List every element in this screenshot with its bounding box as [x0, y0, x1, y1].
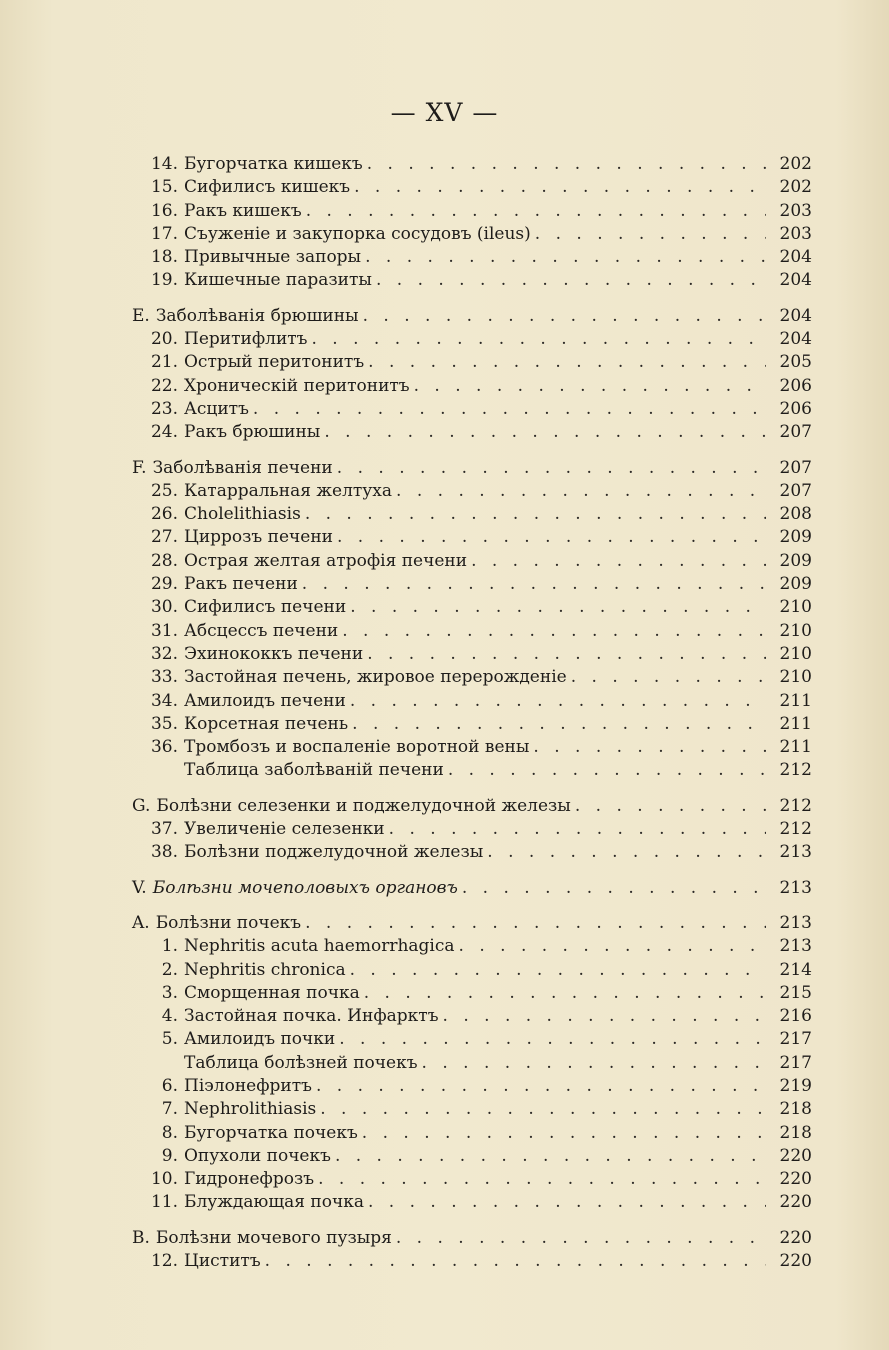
page-reference: 220: [779, 1169, 812, 1190]
entry-number: 8.: [161, 1122, 178, 1143]
toc-entry: [132, 620, 812, 643]
section-title: Заболѣванія брюшины: [155, 305, 359, 326]
page-reference: 218: [779, 1099, 812, 1120]
dot-leader: [342, 620, 766, 643]
toc-entry: [132, 503, 812, 526]
toc-entry: [132, 596, 812, 619]
dot-leader: [422, 1052, 766, 1075]
dot-leader: [350, 596, 766, 619]
entry-title: Гидронефрозъ: [184, 1169, 315, 1190]
dot-leader: [335, 1145, 766, 1168]
dot-leader: [535, 223, 766, 246]
toc-entry: [132, 959, 812, 982]
dot-leader: [324, 421, 766, 444]
page-reference: 204: [779, 270, 812, 291]
dot-leader: [362, 1122, 766, 1145]
toc-entry: [132, 398, 812, 421]
entry-title: Амилоидъ почки: [184, 1029, 336, 1050]
section-title: Заболѣванія печени: [152, 457, 333, 478]
toc-section: [132, 1227, 812, 1274]
entry-number: 24.: [150, 422, 178, 443]
entry-number: 30.: [150, 597, 178, 618]
page-reference: 210: [779, 643, 812, 664]
entry-number: 32.: [150, 643, 178, 664]
entry-number: 27.: [150, 527, 178, 548]
page-reference: 220: [779, 1227, 812, 1248]
dot-leader: [364, 982, 766, 1005]
section-heading: [132, 877, 812, 900]
page-reference: 211: [779, 713, 812, 734]
toc-entry: [132, 153, 812, 176]
section-title: Болѣзни мочевого пузыря: [155, 1227, 392, 1248]
section-heading: [132, 795, 812, 818]
entry-number: 16.: [150, 200, 178, 221]
entry-number: 21.: [150, 352, 178, 373]
dot-leader: [265, 1250, 766, 1273]
entry-number: 7.: [161, 1099, 178, 1120]
section-heading: [132, 1227, 812, 1250]
entry-title: Амилоидъ печени: [184, 690, 346, 711]
toc-entry: [132, 421, 812, 444]
section-letter: E.: [132, 305, 150, 326]
entry-number: 9.: [161, 1145, 178, 1166]
section-letter: G.: [132, 795, 151, 816]
toc-entry: [132, 643, 812, 666]
dot-leader: [396, 1227, 766, 1250]
page-reference: 204: [779, 247, 812, 268]
toc-entry: [132, 1005, 812, 1028]
section-title: Болѣзни почекъ: [155, 912, 302, 933]
entry-title: Застойная печень, жировое перерожденіе: [184, 667, 567, 688]
entry-number: 6.: [161, 1075, 178, 1096]
toc-entry: [132, 1168, 812, 1191]
page-reference: 207: [779, 457, 812, 478]
toc-entry: [132, 246, 812, 269]
toc-entry: [132, 759, 812, 782]
toc-entry: [132, 935, 812, 958]
entry-number: 33.: [150, 667, 178, 688]
entry-title: Ракъ брюшины: [184, 422, 321, 443]
page-reference: 211: [779, 737, 812, 758]
entry-title: Привычные запоры: [184, 247, 362, 268]
dot-leader: [571, 666, 766, 689]
section-title: Болѣзни селезенки и поджелудочной железы: [156, 795, 571, 816]
entry-number: 3.: [161, 982, 178, 1003]
toc-entry: [132, 982, 812, 1005]
page-reference: 212: [779, 760, 812, 781]
page-reference: 206: [779, 375, 812, 396]
page-reference: 215: [779, 982, 812, 1003]
entry-title: Перитифлитъ: [184, 329, 308, 350]
entry-number: 14.: [150, 154, 178, 174]
entry-number: 15.: [150, 177, 178, 198]
entry-title: Болѣзни поджелудочной железы: [184, 842, 484, 863]
entry-title: Nephritis chronica: [184, 959, 346, 980]
entry-number: 31.: [150, 620, 178, 641]
entry-number: 19.: [150, 270, 178, 291]
toc-entry: [132, 550, 812, 573]
dot-leader: [305, 912, 766, 935]
dot-leader: [350, 959, 766, 982]
entry-title: Абсцессъ печени: [184, 620, 339, 641]
entry-number: 2.: [161, 959, 178, 980]
toc-entry: [132, 176, 812, 199]
page-reference: 220: [779, 1192, 812, 1213]
entry-number: 5.: [161, 1029, 178, 1050]
table-of-contents: [132, 153, 812, 1285]
entry-title: Nephrolithiasis: [184, 1099, 317, 1120]
dot-leader: [367, 643, 766, 666]
entry-number: 17.: [150, 223, 178, 244]
entry-number: 28.: [150, 550, 178, 571]
dot-leader: [368, 1191, 766, 1214]
entry-title: Блуждающая почка: [184, 1192, 364, 1213]
toc-entry: [132, 1191, 812, 1214]
section-letter: B.: [132, 1227, 150, 1248]
dot-leader: [459, 935, 766, 958]
entry-title: Таблица болѣзней почекъ: [184, 1052, 418, 1073]
entry-title: Опухоли почекъ: [184, 1145, 331, 1166]
entry-title: Ракъ кишекъ: [184, 200, 302, 221]
dot-leader: [462, 877, 766, 900]
page-reference: 209: [779, 550, 812, 571]
toc-entry: [132, 713, 812, 736]
dot-leader: [350, 690, 766, 713]
page-reference: 217: [779, 1052, 812, 1073]
entry-title: Острая желтая атрофія печени: [184, 550, 468, 571]
entry-number: 1.: [161, 936, 178, 957]
page-reference: 213: [779, 936, 812, 957]
page-reference: 204: [779, 329, 812, 350]
page-reference: 202: [779, 177, 812, 198]
section-heading: [132, 457, 812, 480]
dot-leader: [318, 1168, 766, 1191]
entry-number: 11.: [150, 1192, 178, 1213]
entry-number: 38.: [150, 842, 178, 863]
toc-entry: [132, 223, 812, 246]
toc-section: [132, 305, 812, 445]
toc-section: [132, 795, 812, 865]
page-reference: 218: [779, 1122, 812, 1143]
dot-leader: [363, 305, 766, 328]
entry-number: 20.: [150, 329, 178, 350]
entry-number: 4.: [161, 1006, 178, 1027]
toc-section: [132, 877, 812, 900]
entry-number: 22.: [150, 375, 178, 396]
toc-entry: [132, 269, 812, 292]
entry-title: Сифилисъ печени: [184, 597, 347, 618]
page-reference: 205: [779, 352, 812, 373]
entry-title: Бугорчатка почекъ: [184, 1122, 358, 1143]
dot-leader: [533, 736, 766, 759]
dot-leader: [368, 351, 766, 374]
entry-number: 36.: [150, 737, 178, 758]
page-reference: 213: [779, 842, 812, 863]
dot-leader: [448, 759, 766, 782]
page-reference: 208: [779, 504, 812, 525]
toc-section: [132, 457, 812, 783]
dot-leader: [376, 269, 766, 292]
page-reference: 212: [779, 795, 812, 816]
dot-leader: [396, 480, 766, 503]
entry-title: Таблица заболѣваній печени: [184, 760, 444, 781]
dot-leader: [487, 841, 766, 864]
dot-leader: [339, 1028, 766, 1051]
dot-leader: [389, 818, 766, 841]
entry-number: 37.: [150, 819, 178, 840]
dot-leader: [575, 795, 766, 818]
toc-entry: [132, 666, 812, 689]
page-reference: 207: [779, 422, 812, 443]
section-heading: [132, 912, 812, 935]
entry-title: Сморщенная почка: [184, 982, 360, 1003]
entry-number: 18.: [150, 247, 178, 268]
page-reference: 210: [779, 597, 812, 618]
toc-entry: [132, 1122, 812, 1145]
page-reference: 216: [779, 1006, 812, 1027]
entry-title: Nephritis acuta haemorrhagica: [184, 936, 455, 957]
page-number: — XV —: [390, 98, 499, 127]
dot-leader: [365, 246, 766, 269]
toc-entry: [132, 1145, 812, 1168]
entry-title: Острый перитонитъ: [184, 352, 365, 373]
toc-entry: [132, 841, 812, 864]
toc-entry: [132, 526, 812, 549]
page-reference: 220: [779, 1251, 812, 1272]
entry-title: Эхинококкъ печени: [184, 643, 364, 664]
page-reference: 219: [779, 1075, 812, 1096]
entry-number: 34.: [150, 690, 178, 711]
page-reference: 209: [779, 527, 812, 548]
toc-entry: [132, 690, 812, 713]
entry-title: Бугорчатка кишекъ: [184, 154, 363, 174]
toc-entry: [132, 328, 812, 351]
dot-leader: [471, 550, 766, 573]
page-reference: 213: [779, 912, 812, 933]
section-letter: A.: [132, 912, 150, 933]
section-title: Болѣзни мочеполовыхъ органовъ: [152, 877, 458, 898]
dot-leader: [367, 153, 766, 176]
dot-leader: [316, 1075, 766, 1098]
entry-title: Тромбозъ и воспаленіе воротной вены: [184, 737, 530, 758]
section-letter: V.: [132, 877, 147, 898]
toc-entry: [132, 351, 812, 374]
entry-number: 29.: [150, 574, 178, 595]
entry-number: 35.: [150, 713, 178, 734]
page-reference: 207: [779, 480, 812, 501]
toc-entry: [132, 480, 812, 503]
entry-number: 23.: [150, 398, 178, 419]
toc-section: [132, 912, 812, 1215]
entry-number: 26.: [150, 504, 178, 525]
page-reference: 220: [779, 1145, 812, 1166]
entry-title: Сифилисъ кишекъ: [184, 177, 351, 198]
entry-title: Циррозъ печени: [184, 527, 333, 548]
toc-entry: [132, 200, 812, 223]
page-reference: 212: [779, 819, 812, 840]
page-reference: 203: [779, 200, 812, 221]
dot-leader: [443, 1005, 766, 1028]
entry-title: Піэлонефритъ: [184, 1075, 312, 1096]
dot-leader: [337, 526, 766, 549]
entry-title: Катарральная желтуха: [184, 480, 393, 501]
page-reference: 202: [779, 154, 812, 174]
toc-entry: [132, 1098, 812, 1121]
dot-leader: [305, 503, 766, 526]
dot-leader: [414, 375, 766, 398]
dot-leader: [337, 457, 766, 480]
toc-entry: [132, 1052, 812, 1075]
entry-number: 10.: [150, 1169, 178, 1190]
entry-number: 25.: [150, 480, 178, 501]
page-reference: 210: [779, 620, 812, 641]
entry-number: 12.: [150, 1251, 178, 1272]
section-heading: [132, 305, 812, 328]
dot-leader: [354, 176, 766, 199]
section-letter: F.: [132, 457, 147, 478]
page-reference: 203: [779, 223, 812, 244]
page-reference: 210: [779, 667, 812, 688]
page-reference: 217: [779, 1029, 812, 1050]
page-reference: 206: [779, 398, 812, 419]
toc-entry: [132, 1250, 812, 1273]
page-reference: 204: [779, 305, 812, 326]
entry-title: Cholelithiasis: [184, 504, 301, 525]
dot-leader: [306, 200, 766, 223]
entry-title: Циститъ: [184, 1251, 261, 1272]
entry-title: Съуженіе и закупорка сосудовъ (ileus): [184, 223, 531, 244]
entry-title: Застойная почка. Инфарктъ: [184, 1006, 439, 1027]
page-reference: 209: [779, 574, 812, 595]
toc-entry: [132, 736, 812, 759]
toc-entry: [132, 573, 812, 596]
page-reference: 213: [779, 877, 812, 898]
entry-title: Корсетная печень: [184, 713, 349, 734]
toc-entry: [132, 1028, 812, 1051]
entry-title: Асцитъ: [184, 398, 249, 419]
entry-title: Ракъ печени: [184, 574, 298, 595]
entry-title: Увеличеніе селезенки: [184, 819, 385, 840]
page-reference: 211: [779, 690, 812, 711]
dot-leader: [312, 328, 767, 351]
dot-leader: [352, 713, 766, 736]
dot-leader: [302, 573, 766, 596]
toc-entry: [132, 818, 812, 841]
dot-leader: [320, 1098, 766, 1121]
page-reference: 214: [779, 959, 812, 980]
dot-leader: [253, 398, 766, 421]
entry-title: Кишечные паразиты: [184, 270, 372, 291]
toc-entry: [132, 375, 812, 398]
toc-section: [132, 153, 812, 293]
toc-entry: [132, 1075, 812, 1098]
entry-title: Хроническій перитонитъ: [184, 375, 410, 396]
